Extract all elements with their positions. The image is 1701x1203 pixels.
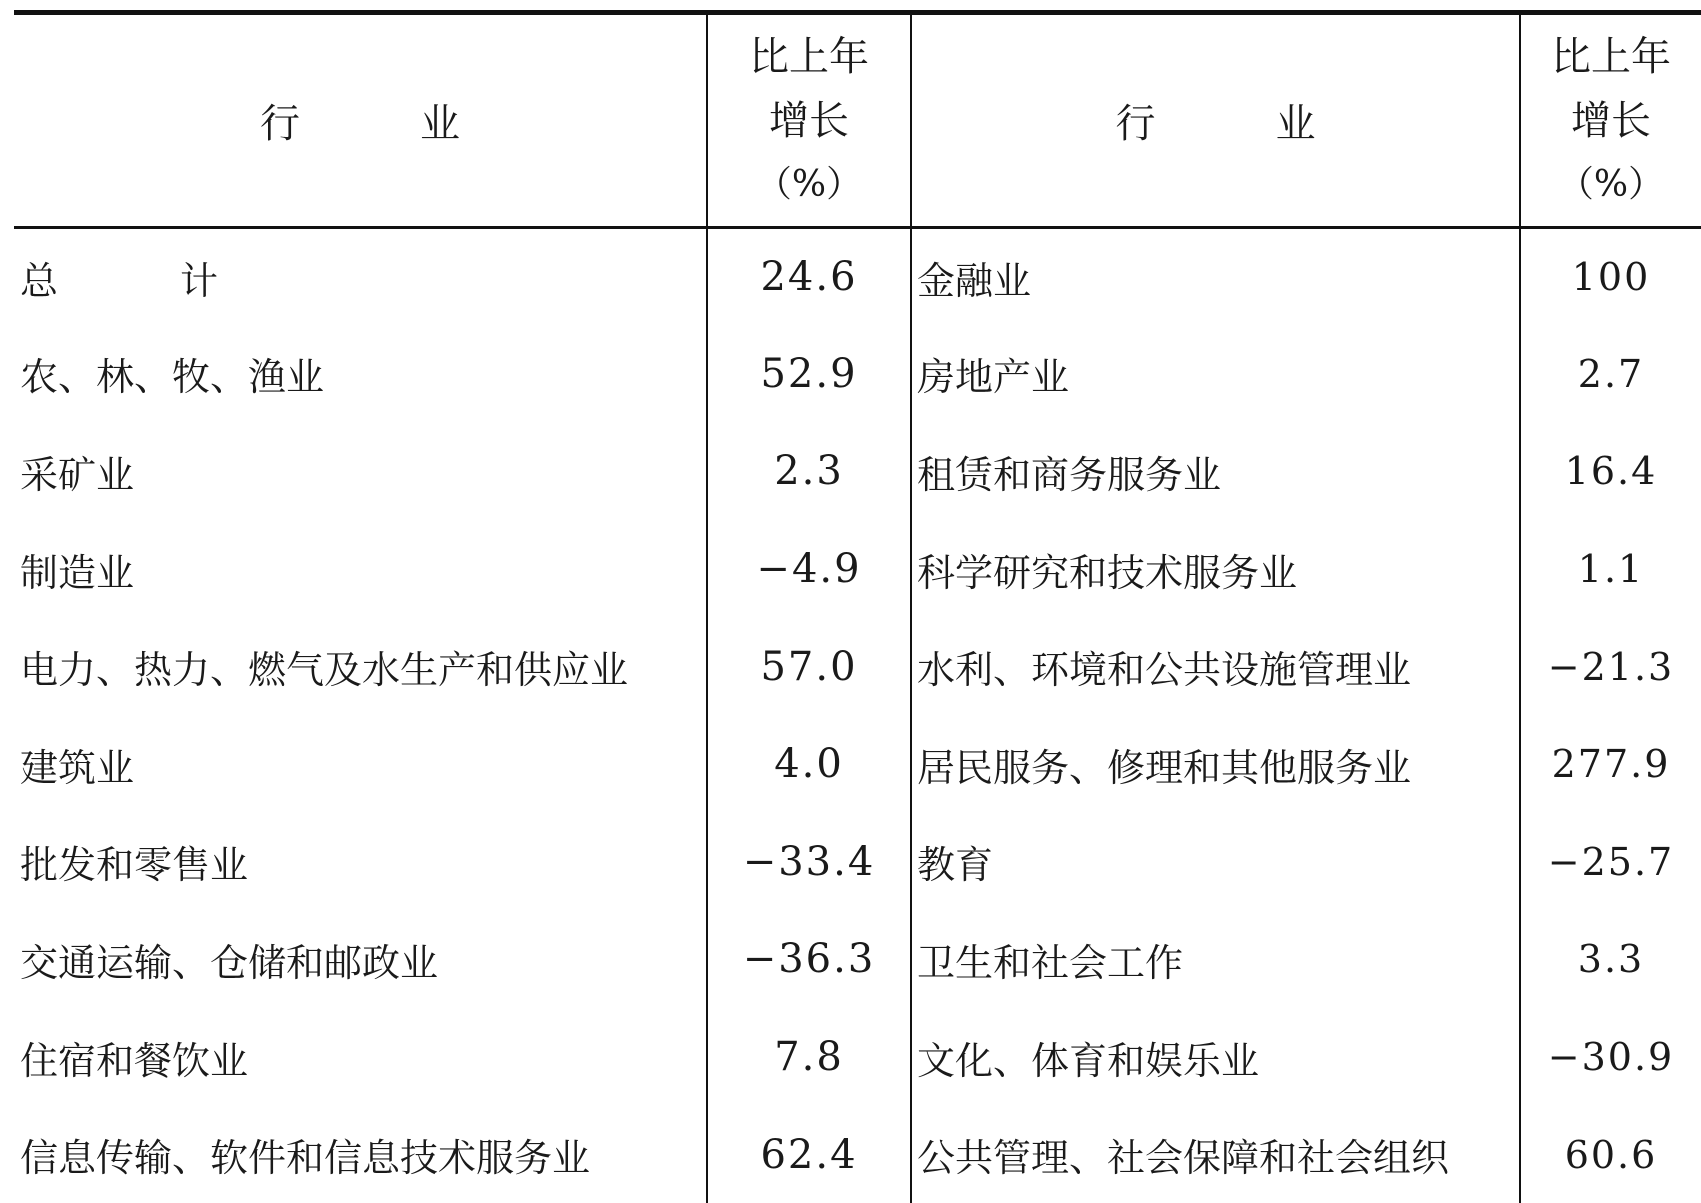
right-growth-cell: 60.6 — [1520, 1106, 1701, 1203]
header-growth-left-line1: 比上年 — [739, 25, 879, 89]
right-growth-cell: 1.1 — [1520, 520, 1701, 618]
left-growth-cell: 57.0 — [707, 618, 911, 716]
left-industry-cell: 交通运输、仓储和邮政业 — [14, 911, 707, 1009]
right-industry-cell: 公共管理、社会保障和社会组织 — [911, 1106, 1520, 1203]
table-row — [14, 325, 1701, 423]
left-growth-cell: 4.0 — [707, 715, 911, 813]
right-growth-cell: −21.3 — [1520, 618, 1701, 716]
table-row — [14, 520, 1701, 618]
right-growth-cell: 277.9 — [1520, 715, 1701, 813]
header-growth-right-line2: 增长 — [1541, 89, 1681, 153]
right-industry-cell: 房地产业 — [911, 325, 1520, 423]
right-industry-cell: 金融业 — [911, 228, 1520, 326]
right-growth-cell: 100 — [1520, 228, 1701, 326]
header-growth-right-label — [1541, 25, 1681, 217]
header-row — [14, 13, 1701, 228]
left-growth-cell: −36.3 — [707, 911, 911, 1009]
table-row — [14, 1008, 1701, 1106]
header-industry-right — [911, 13, 1520, 228]
left-industry-cell: 总 计 — [14, 228, 707, 326]
table-row — [14, 911, 1701, 1009]
left-growth-cell: 52.9 — [707, 325, 911, 423]
left-industry-cell: 制造业 — [14, 520, 707, 618]
header-growth-right-line3: （%） — [1541, 153, 1681, 217]
left-growth-cell: 24.6 — [707, 228, 911, 326]
left-industry-cell: 批发和零售业 — [14, 813, 707, 911]
table-row — [14, 715, 1701, 813]
left-growth-cell: −33.4 — [707, 813, 911, 911]
left-growth-cell: 7.8 — [707, 1008, 911, 1106]
right-industry-cell: 租赁和商务服务业 — [911, 423, 1520, 521]
table-row — [14, 1106, 1701, 1203]
right-growth-cell: −25.7 — [1520, 813, 1701, 911]
left-industry-cell: 信息传输、软件和信息技术服务业 — [14, 1106, 707, 1203]
table-row — [14, 618, 1701, 716]
table-row — [14, 228, 1701, 326]
right-industry-cell: 科学研究和技术服务业 — [911, 520, 1520, 618]
left-industry-cell: 农、林、牧、渔业 — [14, 325, 707, 423]
left-industry-cell: 电力、热力、燃气及水生产和供应业 — [14, 618, 707, 716]
header-industry-right-label: 行 业 — [1076, 101, 1356, 147]
left-growth-cell: 2.3 — [707, 423, 911, 521]
header-industry-left-label: 行 业 — [220, 101, 500, 147]
right-growth-cell: −30.9 — [1520, 1008, 1701, 1106]
industry-growth-table — [14, 10, 1701, 1203]
right-industry-cell: 教育 — [911, 813, 1520, 911]
header-growth-right-line1: 比上年 — [1541, 25, 1681, 89]
table-header — [14, 13, 1701, 228]
header-growth-left-label — [739, 25, 879, 217]
right-industry-cell: 水利、环境和公共设施管理业 — [911, 618, 1520, 716]
left-growth-cell: 62.4 — [707, 1106, 911, 1203]
right-industry-cell: 居民服务、修理和其他服务业 — [911, 715, 1520, 813]
right-industry-cell: 卫生和社会工作 — [911, 911, 1520, 1009]
left-industry-cell: 采矿业 — [14, 423, 707, 521]
left-growth-cell: −4.9 — [707, 520, 911, 618]
left-industry-cell: 住宿和餐饮业 — [14, 1008, 707, 1106]
left-industry-cell: 建筑业 — [14, 715, 707, 813]
header-growth-left-line2: 增长 — [739, 89, 879, 153]
table-row — [14, 813, 1701, 911]
header-growth-left-line3: （%） — [739, 153, 879, 217]
table-body — [14, 228, 1701, 1203]
header-industry-left — [14, 13, 707, 228]
industry-growth-table-container — [14, 10, 1701, 1201]
header-growth-left — [707, 13, 911, 228]
right-growth-cell: 3.3 — [1520, 911, 1701, 1009]
right-industry-cell: 文化、体育和娱乐业 — [911, 1008, 1520, 1106]
table-row — [14, 423, 1701, 521]
right-growth-cell: 2.7 — [1520, 325, 1701, 423]
header-growth-right — [1520, 13, 1701, 228]
right-growth-cell: 16.4 — [1520, 423, 1701, 521]
